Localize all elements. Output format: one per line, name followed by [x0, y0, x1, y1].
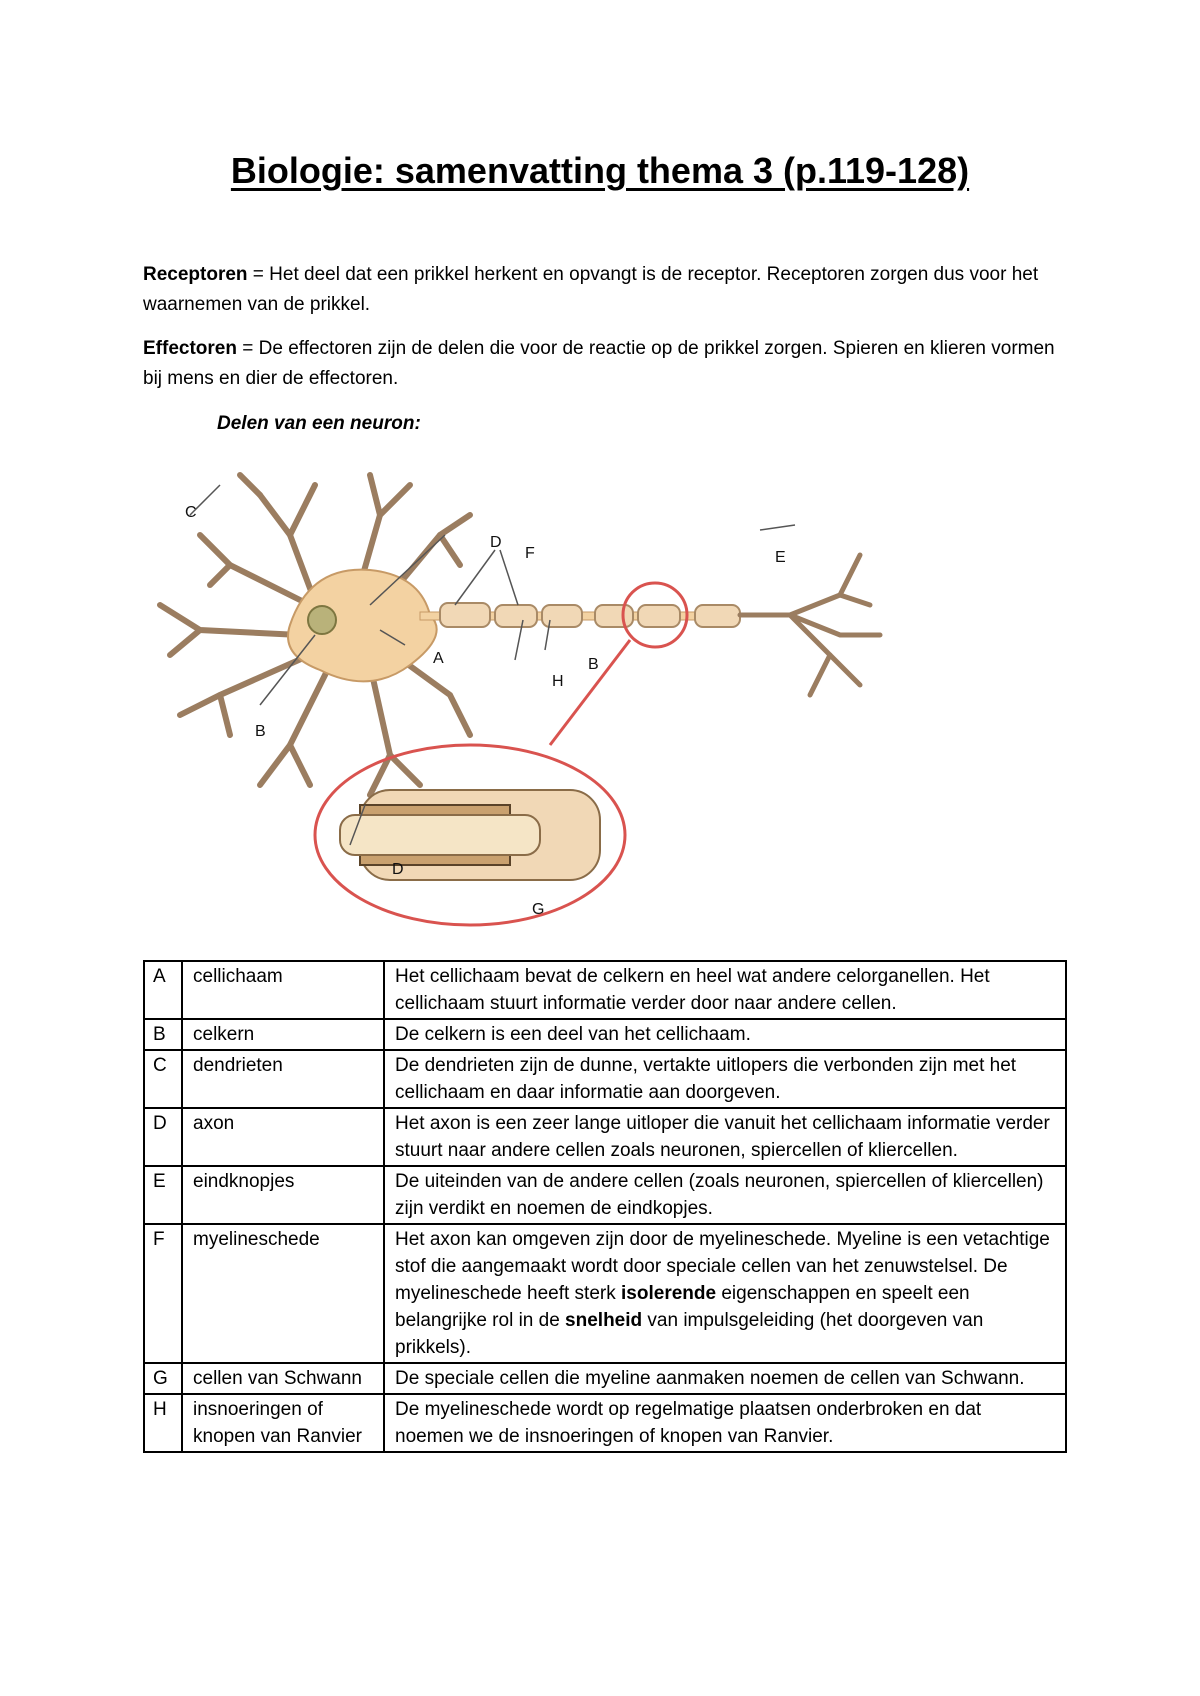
label-f: F [525, 545, 535, 562]
table-row [144, 961, 1066, 1019]
table-row [144, 1019, 1066, 1050]
label-e: E [775, 549, 786, 566]
row-term: cellichaam [182, 961, 384, 1019]
label-b-nucleus: B [255, 723, 266, 740]
row-letter: D [144, 1108, 182, 1166]
row-term: insnoeringen of knopen van Ranvier [182, 1394, 384, 1452]
effectoren-text: = De effectoren zijn de delen die voor de reactie op de prikkel zorgen. Spieren en klieren vormen bij mens en dier de effectoren. [143, 338, 1055, 389]
label-h: H [552, 673, 564, 690]
label-a: A [433, 650, 444, 667]
neuron-diagram [140, 455, 940, 935]
effectoren-term: Effectoren [143, 338, 237, 359]
row-term: cellen van Schwann [182, 1363, 384, 1394]
label-d-closeup: D [392, 861, 404, 878]
row-letter: G [144, 1363, 182, 1394]
desc-part: eigenschappen en speelt een belangrijke rol in de [395, 1283, 970, 1331]
row-description: Het axon is een zeer lange uitloper die vanuit het cellichaam informatie verder stuurt naar andere cellen zoals neuronen, spiercellen of kliercellen. [384, 1108, 1066, 1166]
row-description: Het cellichaam bevat de celkern en heel wat andere celorganellen. Het cellichaam stuurt informatie verder door naar andere cellen. [384, 961, 1066, 1019]
axon-terminals [740, 555, 880, 695]
neuron-parts-table [143, 960, 1067, 1453]
table-row [144, 1394, 1066, 1452]
label-b-axon: B [588, 656, 599, 673]
row-term: celkern [182, 1019, 384, 1050]
row-description: De dendrieten zijn de dunne, vertakte uitlopers die verbonden zijn met het cellichaam en daar informatie aan doorgeven. [384, 1050, 1066, 1108]
receptoren-paragraph [143, 260, 1073, 320]
table-row [144, 1363, 1066, 1394]
label-c: C [185, 504, 197, 521]
desc-part: Het axon kan omgeven zijn door de myelineschede. Myeline is een vetachtige stof die aangemaakt wordt door speciale cellen van het zenuwstelsel. De myelineschede heeft sterk [395, 1229, 1050, 1304]
row-letter: E [144, 1166, 182, 1224]
receptoren-text: = Het deel dat een prikkel herkent en opvangt is de receptor. Receptoren zorgen dus voor het waarnemen van de prikkel. [143, 264, 1039, 315]
row-description: De uiteinden van de andere cellen (zoals neuronen, spiercellen of kliercellen) zijn verdikt en noemen de eindkopjes. [384, 1166, 1066, 1224]
row-term: dendrieten [182, 1050, 384, 1108]
nucleus [308, 606, 336, 634]
desc-emphasis-isolerende: isolerende [621, 1283, 717, 1304]
diagram-heading: Delen van een neuron: [217, 413, 421, 434]
row-letter: F [144, 1224, 182, 1363]
table-row [144, 1224, 1066, 1363]
row-term: eindknopjes [182, 1166, 384, 1224]
row-description: De myelineschede wordt op regelmatige plaatsen onderbroken en dat noemen we de insnoeringen of knopen van Ranvier. [384, 1394, 1066, 1452]
effectoren-paragraph [143, 334, 1073, 394]
row-term: myelineschede [182, 1224, 384, 1363]
receptoren-term: Receptoren [143, 264, 248, 285]
row-letter: A [144, 961, 182, 1019]
desc-part: van impulsgeleiding (het doorgeven van prikkels). [395, 1310, 984, 1358]
table-row [144, 1050, 1066, 1108]
row-letter: C [144, 1050, 182, 1108]
row-letter: H [144, 1394, 182, 1452]
row-letter: B [144, 1019, 182, 1050]
label-d: D [490, 534, 502, 551]
table-row [144, 1108, 1066, 1166]
table-row [144, 1166, 1066, 1224]
row-term: axon [182, 1108, 384, 1166]
page-title: Biologie: samenvatting thema 3 (p.119-128) [230, 150, 970, 191]
row-description: De celkern is een deel van het cellichaam. [384, 1019, 1066, 1050]
label-g: G [532, 901, 545, 918]
desc-emphasis-snelheid: snelheid [565, 1310, 643, 1331]
row-description: De speciale cellen die myeline aanmaken noemen de cellen van Schwann. [384, 1363, 1066, 1394]
myelin-sheath-closeup [340, 790, 600, 880]
row-description [384, 1224, 1066, 1363]
